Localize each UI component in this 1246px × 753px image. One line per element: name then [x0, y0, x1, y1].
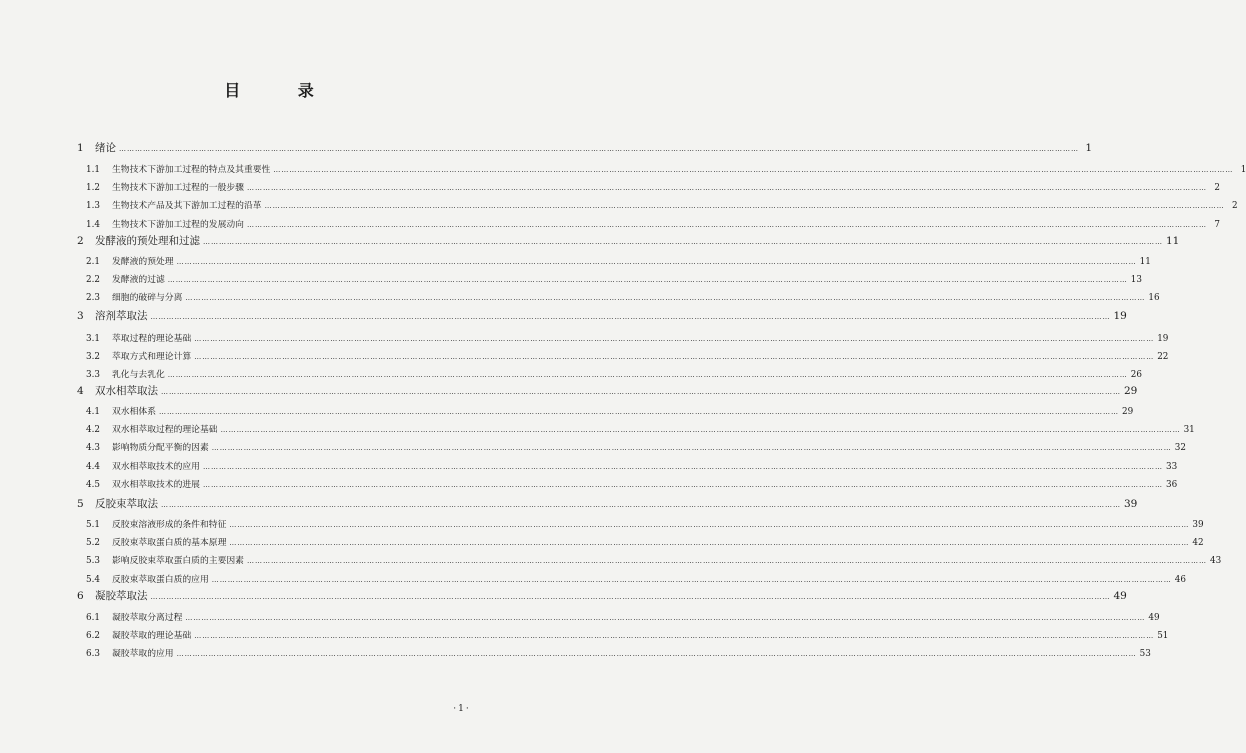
- dot-leader: ………………………………………………………………………………………………………………………………………………………………………………………………………………………………………………………………………………………………………………………………: [167, 276, 1128, 285]
- toc-section-entry[interactable]: [86, 459, 1178, 472]
- entry-number: 3: [77, 310, 84, 322]
- entry-number: 4: [77, 385, 84, 397]
- entry-title: 凝胶萃取分离过程: [112, 613, 183, 623]
- entry-title: 发酵液的预处理和过滤: [95, 235, 200, 247]
- dot-leader: ………………………………………………………………………………………………………………………………………………………………………………………………………………………………………………………………………………………………………………………………: [194, 335, 1155, 343]
- entry-number: 4.4: [86, 461, 100, 472]
- entry-page-number: 43: [1209, 556, 1222, 567]
- dot-leader: ………………………………………………………………………………………………………………………………………………………………………………………………………………………………………………………………………………………………………………………………: [246, 557, 1207, 566]
- entry-page-number: 13: [1130, 275, 1142, 286]
- entry-number: 3.2: [86, 352, 100, 363]
- entry-number: 2.3: [86, 293, 100, 304]
- entry-title: 凝胶萃取的理论基础: [112, 631, 192, 642]
- entry-number: 5.2: [86, 538, 100, 549]
- entry-title: 绪论: [95, 142, 116, 154]
- entry-number: 5.1: [86, 520, 100, 530]
- entry-number: 6.3: [86, 649, 100, 660]
- dot-leader: ………………………………………………………………………………………………………………………………………………………………………………………………………………………………………………………………………………………………………………………………: [161, 388, 1121, 396]
- entry-number: 2.1: [86, 257, 100, 267]
- toc-section-entry[interactable]: [86, 217, 1220, 230]
- toc-section-entry[interactable]: [86, 572, 1186, 585]
- entry-number: 4.5: [86, 479, 100, 490]
- toc-section-entry[interactable]: [86, 162, 1246, 175]
- entry-title: 双水相萃取技术的进展: [112, 479, 200, 490]
- dot-leader: ………………………………………………………………………………………………………………………………………………………………………………………………………………………………………………………………………………………………………………………………: [159, 408, 1119, 416]
- toc-section-entry[interactable]: [86, 646, 1151, 660]
- entry-page-number: 2: [1214, 183, 1220, 194]
- entry-number: 1: [77, 142, 84, 154]
- entry-title: 反胶束萃取法: [95, 498, 158, 510]
- entry-number: 3.1: [86, 334, 100, 344]
- dot-leader: ………………………………………………………………………………………………………………………………………………………………………………………………………………………………………………………………………………………………………………………………: [194, 632, 1155, 641]
- entry-page-number: 22: [1157, 352, 1169, 363]
- dot-leader: ………………………………………………………………………………………………………………………………………………………………………………………………………………………………………………………………………………………………………………………………: [264, 202, 1225, 211]
- entry-page-number: 32: [1174, 443, 1186, 454]
- toc-section-entry[interactable]: [86, 628, 1169, 642]
- entry-number: 1.2: [86, 183, 100, 194]
- toc-chapter-entry[interactable]: [77, 308, 1127, 323]
- dot-leader: ………………………………………………………………………………………………………………………………………………………………………………………………………………………………………………………………………………………………………………………………: [119, 145, 1079, 153]
- entry-page-number: 31: [1183, 425, 1195, 436]
- dot-leader: ………………………………………………………………………………………………………………………………………………………………………………………………………………………………………………………………………………………………………………………………: [273, 166, 1234, 174]
- entry-page-number: 26: [1130, 370, 1142, 381]
- entry-number: 2: [77, 235, 84, 247]
- dot-leader: ………………………………………………………………………………………………………………………………………………………………………………………………………………………………………………………………………………………………………………………………: [203, 238, 1163, 246]
- dot-leader: ………………………………………………………………………………………………………………………………………………………………………………………………………………………………………………………………………………………………………………………………: [185, 294, 1146, 303]
- toc-section-entry[interactable]: [86, 198, 1238, 212]
- entry-title: 细胞的破碎与分离: [112, 293, 183, 304]
- dot-leader: ………………………………………………………………………………………………………………………………………………………………………………………………………………………………………………………………………………………………………………………………: [161, 501, 1121, 509]
- dot-leader: ………………………………………………………………………………………………………………………………………………………………………………………………………………………………………………………………………………………………………………………………: [246, 220, 1207, 229]
- entry-page-number: 46: [1174, 574, 1186, 585]
- entry-title: 双水相萃取法: [95, 385, 158, 397]
- dot-leader: ………………………………………………………………………………………………………………………………………………………………………………………………………………………………………………………………………………………………………………………………: [229, 539, 1190, 548]
- dot-leader: ………………………………………………………………………………………………………………………………………………………………………………………………………………………………………………………………………………………………………………………………: [202, 480, 1163, 489]
- dot-leader: ………………………………………………………………………………………………………………………………………………………………………………………………………………………………………………………………………………………………………………………………: [176, 650, 1137, 659]
- toc-section-entry[interactable]: [86, 422, 1195, 436]
- dot-leader: ………………………………………………………………………………………………………………………………………………………………………………………………………………………………………………………………………………………………………………………………: [246, 184, 1207, 193]
- dot-leader: ………………………………………………………………………………………………………………………………………………………………………………………………………………………………………………………………………………………………………………………………: [220, 426, 1181, 435]
- toc-section-entry[interactable]: [86, 404, 1134, 417]
- entry-title: 双水相萃取技术的应用: [112, 461, 200, 472]
- toc-section-entry[interactable]: [86, 477, 1178, 490]
- entry-title: 凝胶萃取法: [95, 590, 148, 602]
- entry-title: 影响反胶束萃取蛋白质的主要因素: [112, 556, 244, 567]
- entry-title: 双水相萃取过程的理论基础: [112, 425, 218, 436]
- entry-number: 4.1: [86, 407, 100, 417]
- dot-leader: ………………………………………………………………………………………………………………………………………………………………………………………………………………………………………………………………………………………………………………………………: [194, 353, 1155, 362]
- entry-page-number: 29: [1122, 407, 1134, 417]
- page-title: 目 录: [224, 81, 340, 100]
- dot-leader: ………………………………………………………………………………………………………………………………………………………………………………………………………………………………………………………………………………………………………………………………: [229, 521, 1190, 529]
- entry-page-number: 42: [1192, 538, 1204, 549]
- entry-page-number: 39: [1124, 498, 1138, 510]
- entry-page-number: 29: [1124, 385, 1138, 397]
- dot-leader: ………………………………………………………………………………………………………………………………………………………………………………………………………………………………………………………………………………………………………………………………: [150, 593, 1111, 601]
- entry-page-number: 49: [1148, 613, 1160, 623]
- dot-leader: ………………………………………………………………………………………………………………………………………………………………………………………………………………………………………………………………………………………………………………………………: [211, 575, 1172, 584]
- entry-title: 溶剂萃取法: [95, 310, 148, 322]
- entry-number: 4.3: [86, 443, 100, 454]
- entry-title: 反胶束萃取蛋白质的基本原理: [112, 538, 227, 549]
- entry-title: 生物技术下游加工过程的发展动向: [112, 219, 244, 230]
- toc-section-entry[interactable]: [86, 254, 1151, 267]
- dot-leader: ………………………………………………………………………………………………………………………………………………………………………………………………………………………………………………………………………………………………………………………………: [167, 371, 1128, 380]
- entry-title: 发酵液的过滤: [112, 275, 165, 286]
- entry-title: 双水相体系: [112, 407, 156, 417]
- dot-leader: ………………………………………………………………………………………………………………………………………………………………………………………………………………………………………………………………………………………………………………………………: [185, 614, 1146, 622]
- entry-title: 发酵液的预处理: [112, 257, 174, 267]
- toc-chapter-entry[interactable]: [77, 383, 1138, 398]
- toc-section-entry[interactable]: [86, 180, 1220, 194]
- toc-chapter-entry[interactable]: [77, 496, 1138, 511]
- entry-page-number: 16: [1148, 293, 1160, 304]
- entry-title: 反胶束萃取蛋白质的应用: [112, 574, 209, 585]
- toc-section-entry[interactable]: [86, 331, 1169, 344]
- dot-leader: ………………………………………………………………………………………………………………………………………………………………………………………………………………………………………………………………………………………………………………………………: [202, 462, 1163, 471]
- entry-number: 5.4: [86, 574, 100, 585]
- entry-page-number: 1: [1240, 165, 1246, 175]
- entry-page-number: 1: [1085, 142, 1092, 154]
- toc-section-entry[interactable]: [86, 272, 1142, 286]
- toc-chapter-entry[interactable]: [77, 588, 1127, 603]
- entry-page-number: 19: [1157, 334, 1169, 344]
- entry-number: 3.3: [86, 370, 100, 381]
- entry-page-number: 49: [1113, 590, 1127, 602]
- entry-page-number: 53: [1139, 649, 1151, 660]
- page-number-footer: ·1·: [453, 704, 471, 714]
- dot-leader: ………………………………………………………………………………………………………………………………………………………………………………………………………………………………………………………………………………………………………………………………: [176, 258, 1137, 266]
- entry-page-number: 7: [1214, 219, 1220, 230]
- toc-chapter-entry[interactable]: [77, 233, 1180, 248]
- entry-page-number: 11: [1139, 257, 1151, 267]
- entry-title: 生物技术产品及其下游加工过程的沿革: [112, 201, 262, 212]
- toc-section-entry[interactable]: [86, 290, 1160, 304]
- entry-page-number: 39: [1192, 520, 1204, 530]
- entry-page-number: 51: [1157, 631, 1169, 642]
- entry-page-number: 19: [1113, 310, 1127, 322]
- entry-number: 5: [77, 498, 84, 510]
- entry-number: 6.1: [86, 613, 100, 623]
- entry-number: 6: [77, 590, 84, 602]
- entry-number: 1.3: [86, 201, 100, 212]
- toc-section-entry[interactable]: [86, 440, 1186, 454]
- entry-number: 6.2: [86, 631, 100, 642]
- entry-page-number: 11: [1166, 235, 1180, 247]
- entry-number: 1.1: [86, 165, 100, 175]
- dot-leader: ………………………………………………………………………………………………………………………………………………………………………………………………………………………………………………………………………………………………………………………………: [211, 444, 1172, 453]
- entry-number: 5.3: [86, 556, 100, 567]
- entry-number: 1.4: [86, 219, 100, 230]
- dot-leader: ………………………………………………………………………………………………………………………………………………………………………………………………………………………………………………………………………………………………………………………………: [150, 313, 1111, 321]
- entry-page-number: 33: [1165, 461, 1178, 472]
- entry-title: 乳化与去乳化: [112, 370, 165, 381]
- entry-number: 2.2: [86, 275, 100, 286]
- entry-title: 凝胶萃取的应用: [112, 649, 174, 660]
- toc-section-entry[interactable]: [86, 535, 1204, 549]
- entry-title: 反胶束溶液形成的条件和特征: [112, 520, 227, 530]
- toc-section-entry[interactable]: [86, 349, 1169, 363]
- entry-title: 生物技术下游加工过程的一般步骤: [112, 183, 244, 194]
- entry-title: 生物技术下游加工过程的特点及其重要性: [112, 165, 271, 175]
- toc-section-entry[interactable]: [86, 367, 1142, 381]
- entry-number: 4.2: [86, 425, 100, 436]
- toc-chapter-entry[interactable]: [77, 140, 1092, 155]
- entry-page-number: 36: [1165, 479, 1178, 490]
- entry-title: 萃取方式和理论计算: [112, 352, 192, 363]
- entry-title: 影响物质分配平衡的因素: [112, 443, 209, 454]
- toc-section-entry[interactable]: [86, 610, 1160, 623]
- toc-section-entry[interactable]: [86, 517, 1204, 530]
- entry-title: 萃取过程的理论基础: [112, 334, 192, 344]
- toc-section-entry[interactable]: [86, 553, 1222, 567]
- entry-page-number: 2: [1231, 201, 1238, 212]
